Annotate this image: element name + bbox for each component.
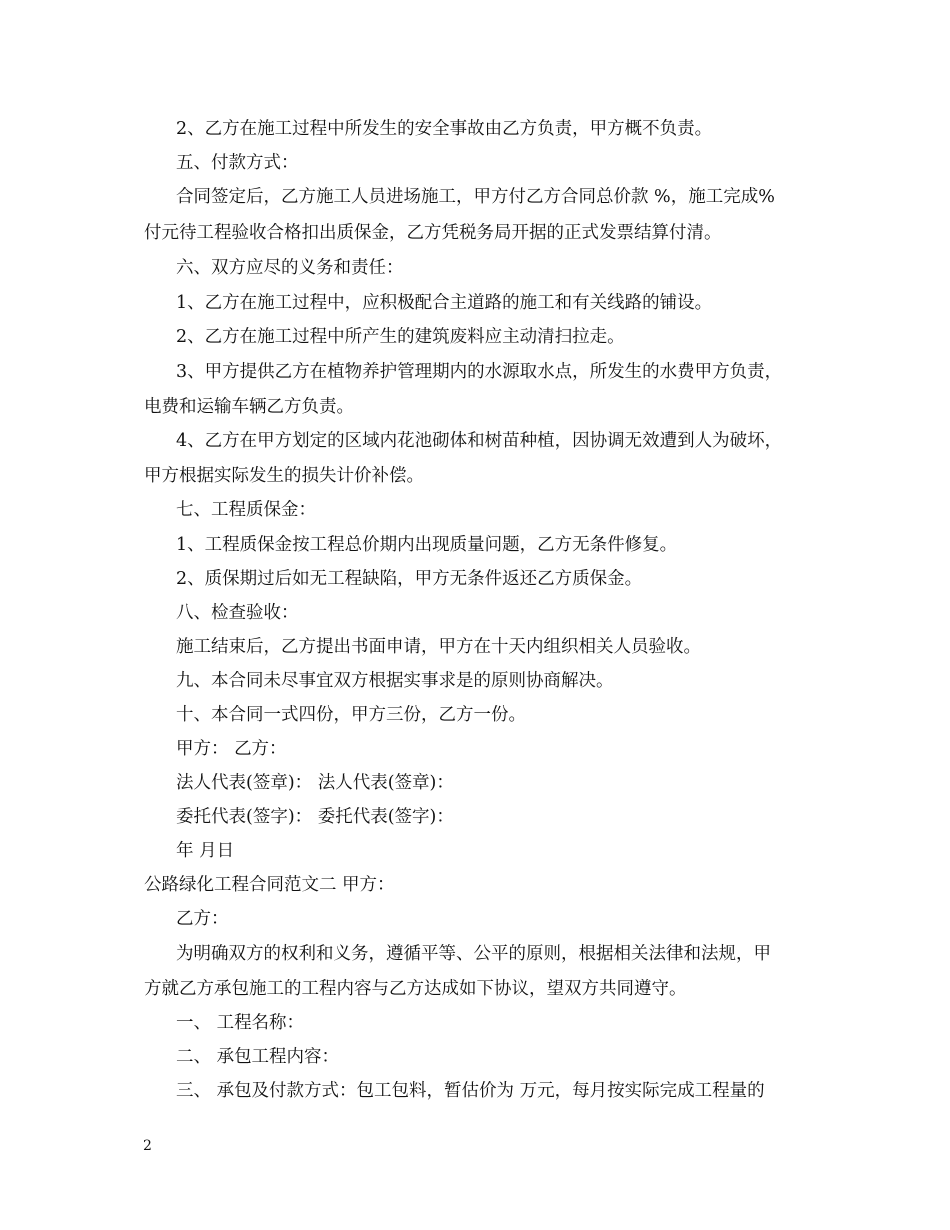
clause-line: 3、甲方提供乙方在植物养护管理期内的水源取水点，所发生的水费甲方负责， [176, 362, 783, 382]
section-heading: 一、 工程名称： [176, 1013, 305, 1033]
section-heading: 五、付款方式： [176, 153, 299, 173]
clause-line: 甲方根据实际发生的损失计价补偿。 [144, 466, 424, 486]
clause-line: 1、工程质保金按工程总价期内出现质量问题，乙方无条件修复。 [176, 535, 678, 555]
clause-line: 方就乙方承包施工的工程内容与乙方达成如下协议，望双方共同遵守。 [144, 979, 687, 999]
document-subtitle: 公路绿化工程合同范文二 甲方： [144, 875, 395, 895]
signature-line: 委托代表(签字)： 委托代表(签字)： [176, 807, 454, 827]
section-heading: 六、双方应尽的义务和责任： [176, 258, 404, 278]
section-heading: 七、工程质保金： [176, 500, 316, 520]
clause-line: 为明确双方的权利和义务，遵循平等、公平的原则，根据相关法律和法规，甲 [176, 944, 771, 964]
clause-line: 十、本合同一式四份，甲方三份，乙方一份。 [176, 705, 526, 725]
page-number: 2 [143, 1138, 152, 1154]
clause-line: 2、质保期过后如无工程缺陷，甲方无条件返还乙方质保金。 [176, 569, 643, 589]
clause-line: 4、乙方在甲方划定的区域内花池砌体和树苗种植，因协调无效遭到人为破坏， [176, 431, 783, 451]
signature-line: 法人代表(签章)： 法人代表(签章)： [176, 773, 454, 793]
section-heading: 八、检查验收： [176, 603, 299, 623]
clause-line: 三、 承包及付款方式：包工包料，暂估价为 万元，每月按实际完成工程量的 [176, 1081, 765, 1101]
clause-line: 电费和运输车辆乙方负责。 [144, 397, 354, 417]
clause-line: 施工结束后，乙方提出书面申请，甲方在十天内组织相关人员验收。 [176, 637, 701, 657]
clause-line: 2、乙方在施工过程中所发生的安全事故由乙方负责，甲方概不负责。 [176, 119, 713, 139]
clause-line: 2、乙方在施工过程中所产生的建筑废料应主动清扫拉走。 [176, 327, 625, 347]
clause-line: 1、乙方在施工过程中，应积极配合主道路的施工和有关线路的铺设。 [176, 293, 713, 313]
clause-line: 付元待工程验收合格扣出质保金，乙方凭税务局开据的正式发票结算付清。 [144, 223, 722, 243]
date-line: 年 月日 [176, 841, 235, 861]
signature-line: 甲方： 乙方： [176, 739, 287, 759]
section-heading: 二、 承包工程内容： [176, 1047, 340, 1067]
clause-line: 九、本合同未尽事宜双方根据实事求是的原则协商解决。 [176, 671, 614, 691]
party-line: 乙方： [176, 909, 229, 929]
clause-line: 合同签定后，乙方施工人员进场施工，甲方付乙方合同总价款 %，施工完成% [176, 187, 775, 207]
